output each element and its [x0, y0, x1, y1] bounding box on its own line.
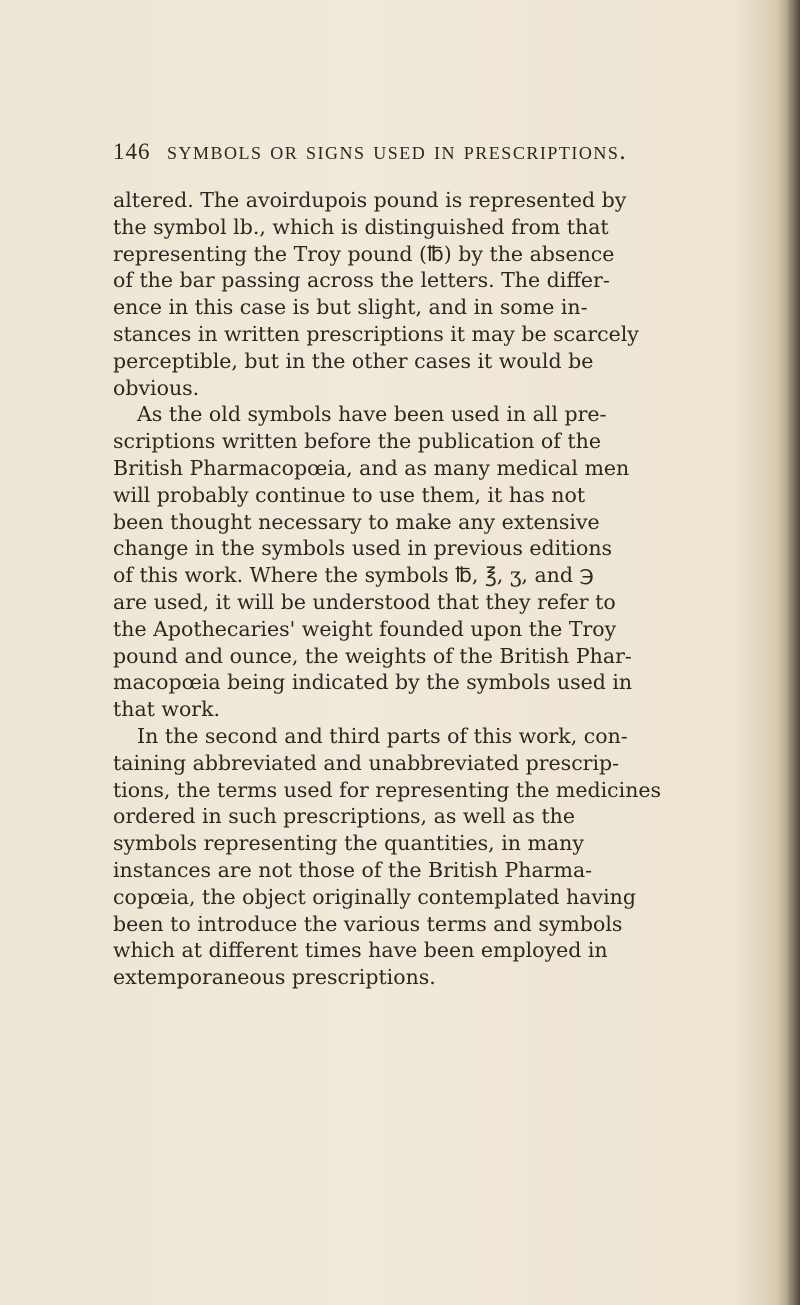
- text-line: tions, the terms used for representing the medicines: [113, 777, 662, 802]
- text-line: been to introduce the various terms and symbols: [113, 911, 623, 936]
- text-line: stances in written prescriptions it may be scarcely: [113, 321, 639, 346]
- text-line: pound and ounce, the weights of the British Phar-: [113, 643, 632, 668]
- text-line: perceptible, but in the other cases it would be: [113, 348, 594, 373]
- text-line: extemporaneous prescriptions.: [113, 965, 436, 990]
- text-line: been thought necessary to make any extensive: [113, 509, 600, 534]
- text-line: British Pharmacopœia, and as many medical men: [113, 455, 630, 480]
- paragraph-start-line: As the old symbols have been used in all pre-: [137, 402, 607, 427]
- text-line: copœia, the object originally contemplated having: [113, 884, 636, 909]
- text-line: altered. The avoirdupois pound is represented by: [113, 188, 627, 212]
- text-line: ence in this case is but slight, and in some in-: [113, 295, 588, 320]
- text-line: obvious.: [113, 375, 200, 400]
- text-line: symbols representing the quantities, in many: [113, 831, 584, 856]
- text-line: of this work. Where the symbols ℔, ℥, ʒ, and ℈: [113, 563, 594, 588]
- text-line: change in the symbols used in previous editions: [113, 536, 613, 561]
- text-line: which at different times have been employed in: [113, 938, 608, 963]
- text-line: macopœia being indicated by the symbols used in: [113, 670, 633, 695]
- text-line: scriptions written before the publication of the: [113, 429, 601, 454]
- running-title: symbols or signs used in prescriptions.: [167, 138, 628, 165]
- text-line: of the bar passing across the letters. The differ-: [113, 268, 610, 293]
- paragraph-start-line: In the second and third parts of this work, con-: [137, 723, 628, 748]
- text-line: the symbol lb., which is distinguished from that: [113, 214, 609, 239]
- text-line: taining abbreviated and unabbreviated prescrip-: [113, 750, 620, 775]
- text-line: representing the Troy pound (℔) by the absence: [113, 241, 615, 266]
- page-number: 146: [113, 139, 151, 164]
- text-line: instances are not those of the British Pharma-: [113, 857, 593, 882]
- text-line: the Apothecaries' weight founded upon the Troy: [113, 616, 617, 641]
- text-line: are used, it will be understood that they refer to: [113, 589, 616, 614]
- text-line: ordered in such prescriptions, as well as the: [113, 804, 575, 829]
- text-line: that work.: [113, 697, 221, 722]
- body-text: [113, 187, 793, 991]
- running-header: [113, 138, 778, 166]
- text-line: will probably continue to use them, it has not: [113, 482, 586, 507]
